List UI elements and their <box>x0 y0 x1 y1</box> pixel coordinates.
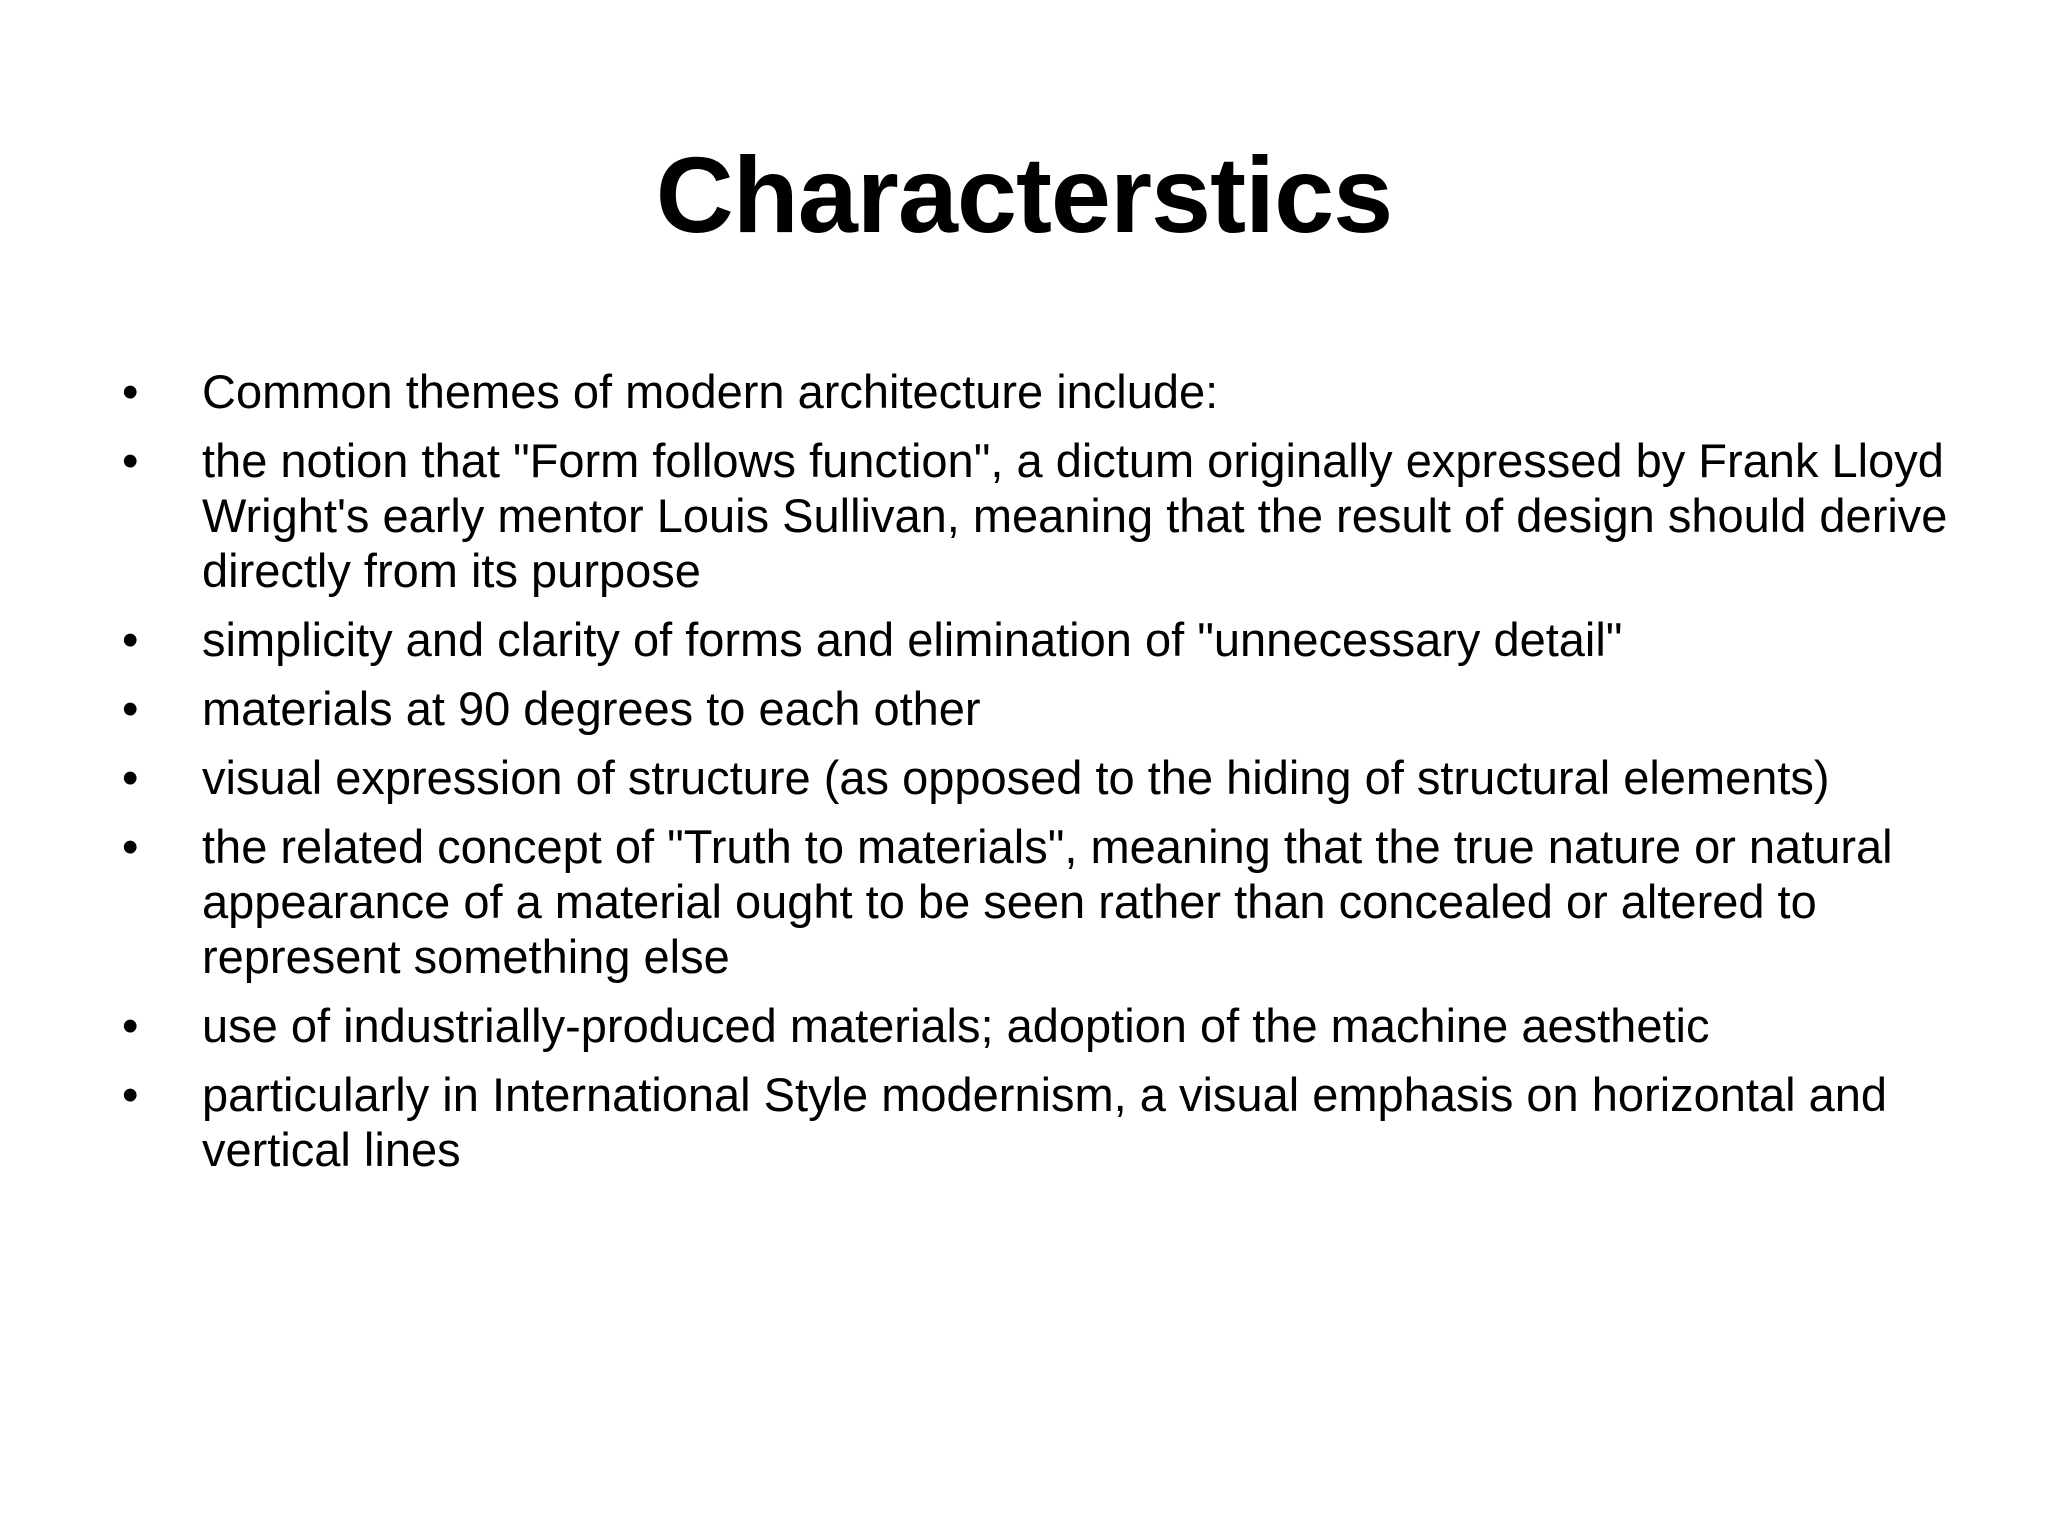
list-item-text: Common themes of modern architecture include: <box>202 365 1219 418</box>
list-item <box>120 364 1950 419</box>
list-item-text: the related concept of "Truth to materials", meaning that the true nature or natural appearance of a material ought to be seen rather than concealed or altered to represent something else <box>202 820 1893 983</box>
list-item <box>120 433 1950 598</box>
list-item <box>120 819 1950 984</box>
bullet-icon: • <box>122 999 139 1052</box>
bullet-icon: • <box>122 682 139 735</box>
bullet-icon: • <box>122 820 139 873</box>
bullet-icon: • <box>122 751 139 804</box>
list-item <box>120 1067 1950 1177</box>
list-item-text: visual expression of structure (as opposed to the hiding of structural elements) <box>202 751 1830 804</box>
list-item <box>120 612 1950 667</box>
list-item <box>120 750 1950 805</box>
bullet-icon: • <box>122 434 139 487</box>
list-item-text: materials at 90 degrees to each other <box>202 682 981 735</box>
list-item-text: use of industrially-produced materials; adoption of the machine aesthetic <box>202 999 1710 1052</box>
list-item <box>120 998 1950 1053</box>
slide-title: Characterstics <box>655 134 1393 255</box>
bullet-list <box>120 364 1950 1191</box>
bullet-icon: • <box>122 365 139 418</box>
bullet-icon: • <box>122 613 139 666</box>
list-item-text: simplicity and clarity of forms and elimination of "unnecessary detail" <box>202 613 1623 666</box>
bullet-icon: • <box>122 1068 139 1121</box>
list-item <box>120 681 1950 736</box>
list-item-text: the notion that "Form follows function", a dictum originally expressed by Frank Lloyd Wright's early mentor Louis Sullivan, meaning that the result of design should derive directly from its purpose <box>202 434 1948 597</box>
list-item-text: particularly in International Style modernism, a visual emphasis on horizontal and vertical lines <box>202 1068 1888 1176</box>
